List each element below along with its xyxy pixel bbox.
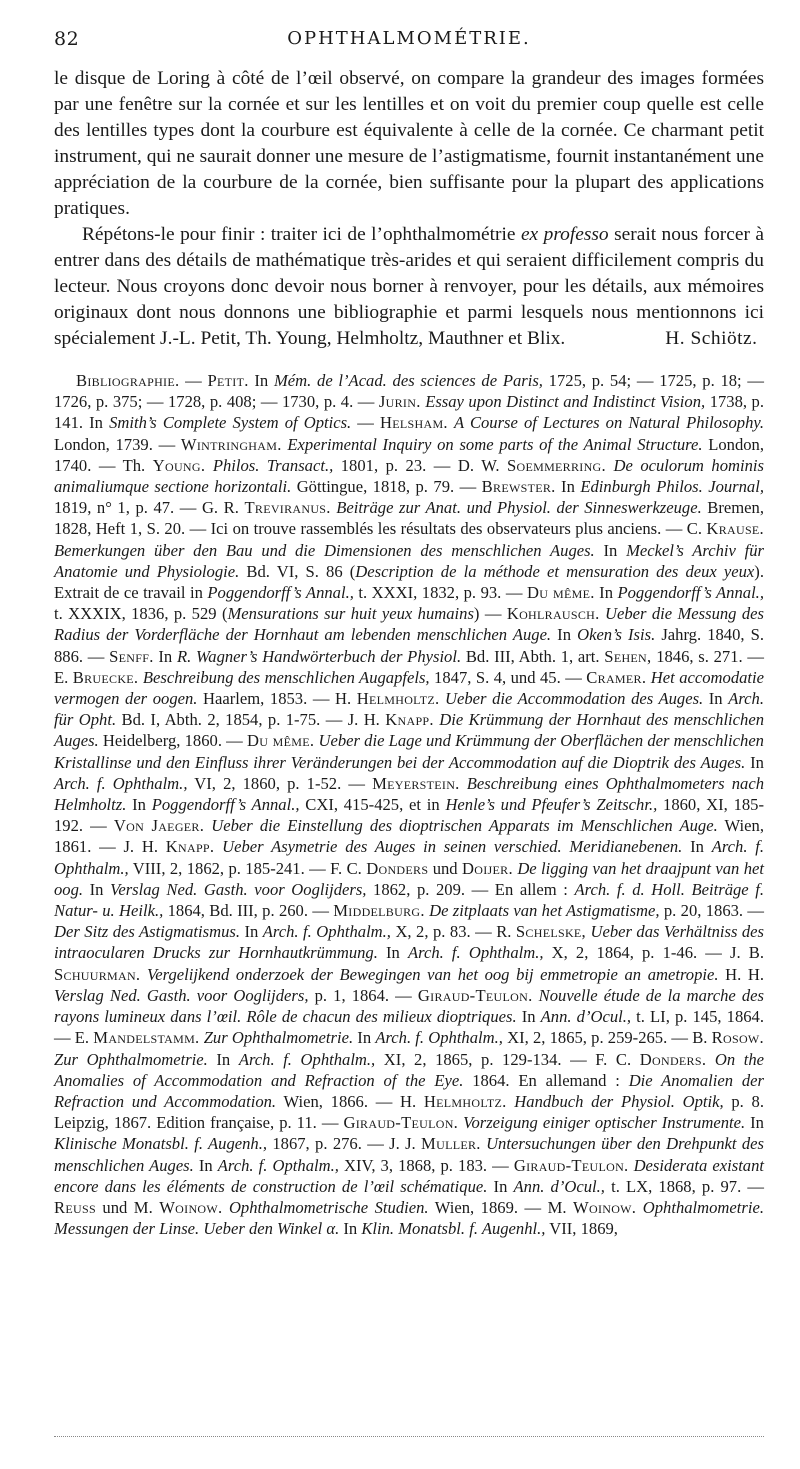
citation-text	[460, 774, 467, 793]
citation-text: In	[594, 583, 618, 603]
author-name: Brewster.	[481, 477, 556, 497]
citation-text: London, 1740. — Th.	[54, 434, 764, 475]
author-name: Wintringham.	[180, 434, 282, 454]
author-name: Donders.	[639, 1049, 707, 1069]
citation-text: 1725, p. 54; — 1725, p. 18; — 1726, p. 375; — 1728, p. 408; — 1730, p. 4. —	[54, 371, 764, 412]
work-title: Arch. f. d. Holl. Beiträge f. Natur- u. Heilk.,	[54, 879, 764, 921]
citation-text: Wien, 1866. — H.	[276, 1091, 424, 1111]
citation-text: 1864. En allemand :	[463, 1070, 629, 1090]
citation-text: In	[353, 1028, 376, 1048]
work-title: Poggendorff’s Annal.,	[617, 583, 764, 603]
work-title: Verslag Ned. Gasth. voor Ooglijders,	[54, 985, 309, 1005]
work-title: Zur Ophthalmometrie.	[203, 1028, 354, 1048]
citation-text: VI, 2, 1860, p. 1-52. —	[187, 773, 373, 793]
author-name: Giraud-Teulon.	[513, 1155, 629, 1175]
citation-text: Bd. I, Abth. 2, 1854, p. 1-75. — J. H.	[116, 710, 386, 730]
work-title: De oculorum hominis animaliumque sectione horizontali.	[54, 455, 764, 497]
citation-text: 1738, p. 141. In	[54, 392, 765, 433]
author-name: Woinow.	[159, 1197, 223, 1217]
book-page	[54, 28, 764, 1239]
work-title: Description de la méthode et mensuration des deux yeux	[355, 561, 755, 581]
page-number: 82	[54, 28, 80, 50]
citation-text: 1847, S. 4, und 45. —	[429, 667, 587, 687]
citation-text: VII, 1869,	[545, 1219, 618, 1239]
citation-text: 1801, p. 23. — D. W.	[333, 455, 507, 475]
work-title: Vergelijkend onderzoek der Bewegingen van het oog bij emmetropie an ametropie.	[147, 964, 719, 984]
citation-text: In	[207, 1049, 239, 1069]
work-title: Die Anomalien der Refraction und Accommodation.	[54, 1070, 764, 1111]
author-name: Woinow.	[573, 1197, 637, 1217]
author-name: Krause.	[706, 519, 764, 539]
citation-text: p. 8. Leipzig, 1867. Edition française, p. 11. —	[54, 1091, 764, 1133]
citation-text: Bd. VI, S. 86 (	[239, 561, 356, 581]
citation-text: VIII, 2, 1862, p. 185-241. — F. C.	[128, 858, 367, 878]
running-title: OPHTHALMOMÉTRIE.	[287, 28, 531, 49]
citation-text: Jahrg. 1840, S. 886. —	[54, 625, 764, 666]
work-title: Arch. f. Ophthalm.,	[375, 1028, 503, 1048]
citation-text: Wien, 1869. — M.	[428, 1197, 574, 1217]
citation-text: XI, 2, 1865, p. 259-265. — B.	[502, 1028, 712, 1048]
citation-text: London, 1739. —	[54, 434, 181, 454]
citation-text: Bremen, 1828, Heft 1, S. 20. — Ici on trouve rassemblés les résultats des observateurs plus anciens. — C.	[54, 498, 764, 539]
work-title: Ueber das Verhältniss des intraocularen Drucks zur Hornhautkrümmung.	[54, 922, 764, 963]
citation-text: 1864, Bd. III, p. 260. —	[163, 901, 334, 921]
author-name: Donders	[366, 858, 429, 878]
citation-text: 1862, p. 209. — En allem :	[366, 879, 575, 899]
paragraph-1: le disque de Loring à côté de l’œil observé, on compare la grandeur des images formées par une fenêtre sur la cornée et sur les lentilles et on voit du premier coup quelle est celle des lentilles types dont la courbure est équivalente à celle de la cornée. Ce charmant petit instrument, qui ne saurait donner une mesure de l’astigmatisme, fournit instantanément une appréciation de la courbure de la cornée, bien suffisante pour la plupart des applications pratiques.	[54, 68, 764, 219]
work-title: Arch. für Opht.	[54, 689, 764, 730]
citation-text: X, 2, p. 83. — R.	[390, 922, 516, 942]
work-title: De ligging van het draajpunt van het oog.	[54, 858, 764, 899]
citation-text: Wien, 1861. — J. H.	[54, 816, 764, 857]
author-name: Giraud-Teulon.	[343, 1113, 459, 1133]
author-name: Helmholtz.	[356, 689, 440, 709]
author-name: Knapp.	[385, 710, 434, 730]
author-name: Treviranus.	[244, 498, 331, 518]
work-title: Der Sitz des Astigmatismus.	[54, 922, 240, 942]
citation-text: In	[153, 646, 177, 666]
author-name: Knapp.	[165, 837, 215, 857]
work-title: Philos. Transact.,	[212, 455, 334, 475]
work-title: Ophthalmometrie. Messungen der Linse. Ueber den Winkel α.	[54, 1197, 764, 1239]
main-text	[54, 66, 764, 352]
work-title: Ophthalmometrische Studien.	[228, 1197, 429, 1217]
citation-text: In	[193, 1155, 218, 1175]
work-title: Arch. f. Ophthalm.,	[408, 943, 544, 963]
author-name: Young.	[152, 455, 206, 475]
paragraph-2-italic: ex professo	[520, 224, 609, 245]
paragraph-2	[54, 222, 764, 352]
work-title: Mém. de l’Acad. des sciences de Paris,	[273, 371, 543, 390]
work-title: Poggendorff’s Annal.,	[207, 583, 354, 603]
work-title: Beschreibung eines Ophthalmometers nach Helmholtz.	[54, 773, 764, 815]
work-title: Mensurations sur huit yeux humains	[227, 604, 474, 624]
work-title: Arch. f. Ophthalm.,	[54, 773, 188, 793]
author-name: Reuss	[54, 1197, 96, 1217]
author-name: Jurin.	[378, 392, 421, 412]
citation-text: t. LX, 1868, p. 97. —	[604, 1176, 764, 1196]
citation-text: In	[703, 689, 729, 709]
citation-text: 1846, s. 271. — E.	[54, 646, 764, 687]
work-title: Ueber die Einstellung des dioptrischen Apparats im Menschlichen Auge.	[211, 816, 718, 836]
author-name: Rosow.	[711, 1028, 764, 1048]
work-title: Beschreibung des menschlichen Augapfels,	[142, 667, 430, 687]
bibliography	[54, 370, 764, 1239]
work-title: Arch. f. Ophthalm.,	[262, 922, 391, 942]
citation-text: t. LI, p. 145, 1864. — E.	[54, 1007, 764, 1048]
work-title: Ann. d’Ocul.,	[513, 1176, 605, 1196]
work-title: De zitplaats van het Astigmatisme,	[429, 901, 660, 921]
author-name: Soemmerring.	[506, 455, 606, 475]
work-title: Untersuchungen über den Drehpunkt des menschlichen Auges.	[54, 1134, 764, 1175]
work-title: Klin. Monatsbl. f. Augenhl.,	[361, 1219, 546, 1239]
work-title: Henle’s und Pfeufer’s Zeitschr.,	[445, 795, 658, 815]
work-title: Zur Ophthalmometrie.	[54, 1049, 208, 1069]
work-title: Desiderata existant encore dans les éléments de construction de l’œil schématique.	[54, 1155, 765, 1196]
citation-text: In	[83, 879, 111, 899]
work-title: Experimental Inquiry on some parts of the Animal Structure.	[287, 434, 703, 454]
work-title: Arch. f. Ophthalm.,	[54, 837, 765, 878]
citation-text: 1819, n° 1, p. 47. — G. R.	[54, 498, 245, 518]
citation-text: In	[126, 795, 152, 815]
work-title: Arch. f. Ophthalm.,	[238, 1049, 376, 1069]
citation-text: t. XXXI, 1832, p. 93. —	[353, 583, 527, 603]
citation-text: In	[594, 540, 627, 560]
author-name: Petit.	[207, 371, 249, 390]
citation-text: In	[551, 625, 578, 645]
citation-text: t. XXXIX, 1836, p. 529 (	[54, 604, 228, 624]
work-title: Verslag Ned. Gasth. voor Ooglijders,	[110, 879, 367, 899]
citation-text	[205, 456, 213, 475]
work-title: Ueber die Accommodation des Auges.	[445, 689, 704, 709]
citation-text: X, 2, 1864, p. 1-46. — J. B.	[543, 943, 765, 963]
work-title: Die Krümmung der Hornhaut des menschlichen Auges.	[54, 710, 764, 751]
author-name: Bruecke.	[72, 667, 139, 687]
author-name: Schelske,	[515, 922, 586, 942]
citation-text: In	[248, 371, 274, 390]
citation-text: —	[179, 371, 208, 390]
citation-text: In	[745, 1113, 764, 1133]
citation-text: CXI, 415-425, et in	[299, 795, 446, 815]
page-header	[54, 28, 764, 54]
author-name: Von Jaeger.	[113, 816, 205, 836]
citation-text	[214, 837, 222, 856]
citation-text: H. H.	[718, 964, 764, 984]
author-name: Helmholtz.	[423, 1091, 507, 1111]
work-title: Ueber Asymetrie des Auges in seinen verschied. Meridianebenen.	[222, 837, 683, 857]
citation-text: p. 1, 1864. —	[308, 985, 418, 1005]
citation-text: p. 20, 1863. —	[659, 901, 764, 921]
citation-text	[140, 965, 147, 984]
author-name: Muller.	[421, 1134, 481, 1154]
author-name: Mandelstamm.	[93, 1028, 200, 1048]
author-name: Meyerstein.	[372, 773, 460, 793]
work-title: Poggendorff’s Annal.,	[151, 795, 300, 815]
author-name: Doijer.	[462, 858, 513, 878]
citation-text: In	[682, 837, 712, 857]
work-title: Klinische Monatsbl. f. Augenh.,	[54, 1134, 267, 1154]
citation-text: In	[240, 922, 263, 942]
citation-text: und	[428, 858, 462, 878]
citation-text: In	[377, 943, 408, 963]
work-title: Ueber die Messung des Radius der Vorderfläche der Hornhaut am lebenden menschlichen Auge.	[54, 604, 764, 645]
citation-text: XI, 2, 1865, p. 129-134. — F. C.	[375, 1049, 640, 1069]
work-title: Beiträge zur Anat. und Physiol. der Sinneswerkzeuge.	[336, 498, 702, 518]
citation-text: und M.	[95, 1197, 160, 1217]
work-title: Het accomodatie vermogen der oogen.	[54, 667, 764, 709]
citation-text: In	[487, 1176, 514, 1196]
citation-text: In	[555, 477, 581, 497]
citation-text: ) —	[473, 604, 507, 624]
work-title: Oken’s Isis.	[577, 625, 656, 645]
paragraph-2-part-2: serait nous forcer à entrer dans des détails de mathématique très-arides et qui seraient difficilement compris du lecteur. Nous croyons donc devoir nous borner à renvoyer, pour les détails, aux mémoires originaux dont nous donnons une bibliographie et parmi lesquels nous mentionnons ici spécialement J.-L. Petit, Th. Young, Helmholtz, Mauthner et Blix.	[54, 224, 765, 349]
author-name: Senff.	[109, 646, 154, 666]
citation-text: Göttingue, 1818, p. 79. —	[291, 477, 482, 497]
work-title: R. Wagner’s Handwörterbuch der Physiol.	[176, 646, 462, 666]
work-title: Vorzeigung einiger optischer Instrumente.	[463, 1113, 746, 1133]
citation-text: Heidelberg, 1860. —	[98, 731, 247, 751]
work-title: Ann. d’Ocul.,	[540, 1007, 632, 1027]
author-signature: H. Schiötz.	[665, 328, 758, 349]
author-name: Middelburg.	[333, 901, 425, 921]
author-name: Schuurman.	[54, 964, 141, 984]
work-title: Meckel’s Archiv für Anatomie und Physiologie.	[54, 540, 764, 581]
citation-text: In	[339, 1219, 362, 1239]
citation-text: 1867, p. 276. — J. J.	[267, 1134, 422, 1154]
citation-text: Haarlem, 1853. — H.	[197, 689, 357, 709]
author-name: Bibliographie.	[76, 371, 180, 390]
citation-text: 1860, XI, 185-192. —	[54, 795, 764, 836]
author-name: Du même.	[246, 731, 315, 751]
author-name: Sehen,	[604, 646, 652, 666]
work-title: Bemerkungen über den Bau und die Dimensionen des menschlichen Auges.	[54, 540, 595, 560]
author-name: Giraud-Teulon.	[417, 985, 533, 1005]
work-title: Essay upon Distinct and Indistinct Vision,	[425, 392, 706, 412]
work-title: Nouvelle étude de la marche des rayons lumineux dans l’œil. Rôle de chacun des milieux dioptriques.	[54, 985, 764, 1027]
author-name: Du même.	[526, 583, 595, 603]
work-title: Arch. f. Opthalm.,	[217, 1155, 339, 1175]
citation-text: ). Extrait de ce travail in	[54, 561, 764, 603]
citation-text: In	[745, 752, 764, 772]
footer-divider	[54, 1436, 764, 1438]
work-title: A Course of Lectures on Natural Philosophy.	[454, 413, 764, 433]
author-name: Kohlrausch.	[506, 604, 600, 624]
author-name: Helsham.	[380, 413, 448, 433]
author-name: Cramer.	[586, 667, 647, 687]
citation-text: In	[516, 1007, 541, 1027]
paragraph-2-part-1: Répétons-le pour finir : traiter ici de l’ophthalmométrie	[82, 224, 521, 245]
citation-text: Bd. III, Abth. 1, art.	[461, 646, 605, 666]
work-title: Edinburgh Philos. Journal,	[580, 477, 764, 497]
work-title: Smith’s Complete System of Optics.	[109, 413, 352, 433]
citation-text	[706, 1050, 715, 1069]
work-title: Handbuch der Physiol. Optik,	[514, 1091, 724, 1111]
citation-text: —	[351, 413, 381, 433]
work-title: Ueber die Lage und Krümmung der Oberflächen der menschlichen Kristallinse und den Einfluss ihrer Veränderungen bei der Accommodation auf die Dioptrik des Auges.	[54, 731, 764, 772]
work-title: On the Anomalies of Accommodation and Refraction of the Eye.	[54, 1049, 765, 1090]
citation-text: XIV, 3, 1868, p. 183. —	[338, 1155, 514, 1175]
